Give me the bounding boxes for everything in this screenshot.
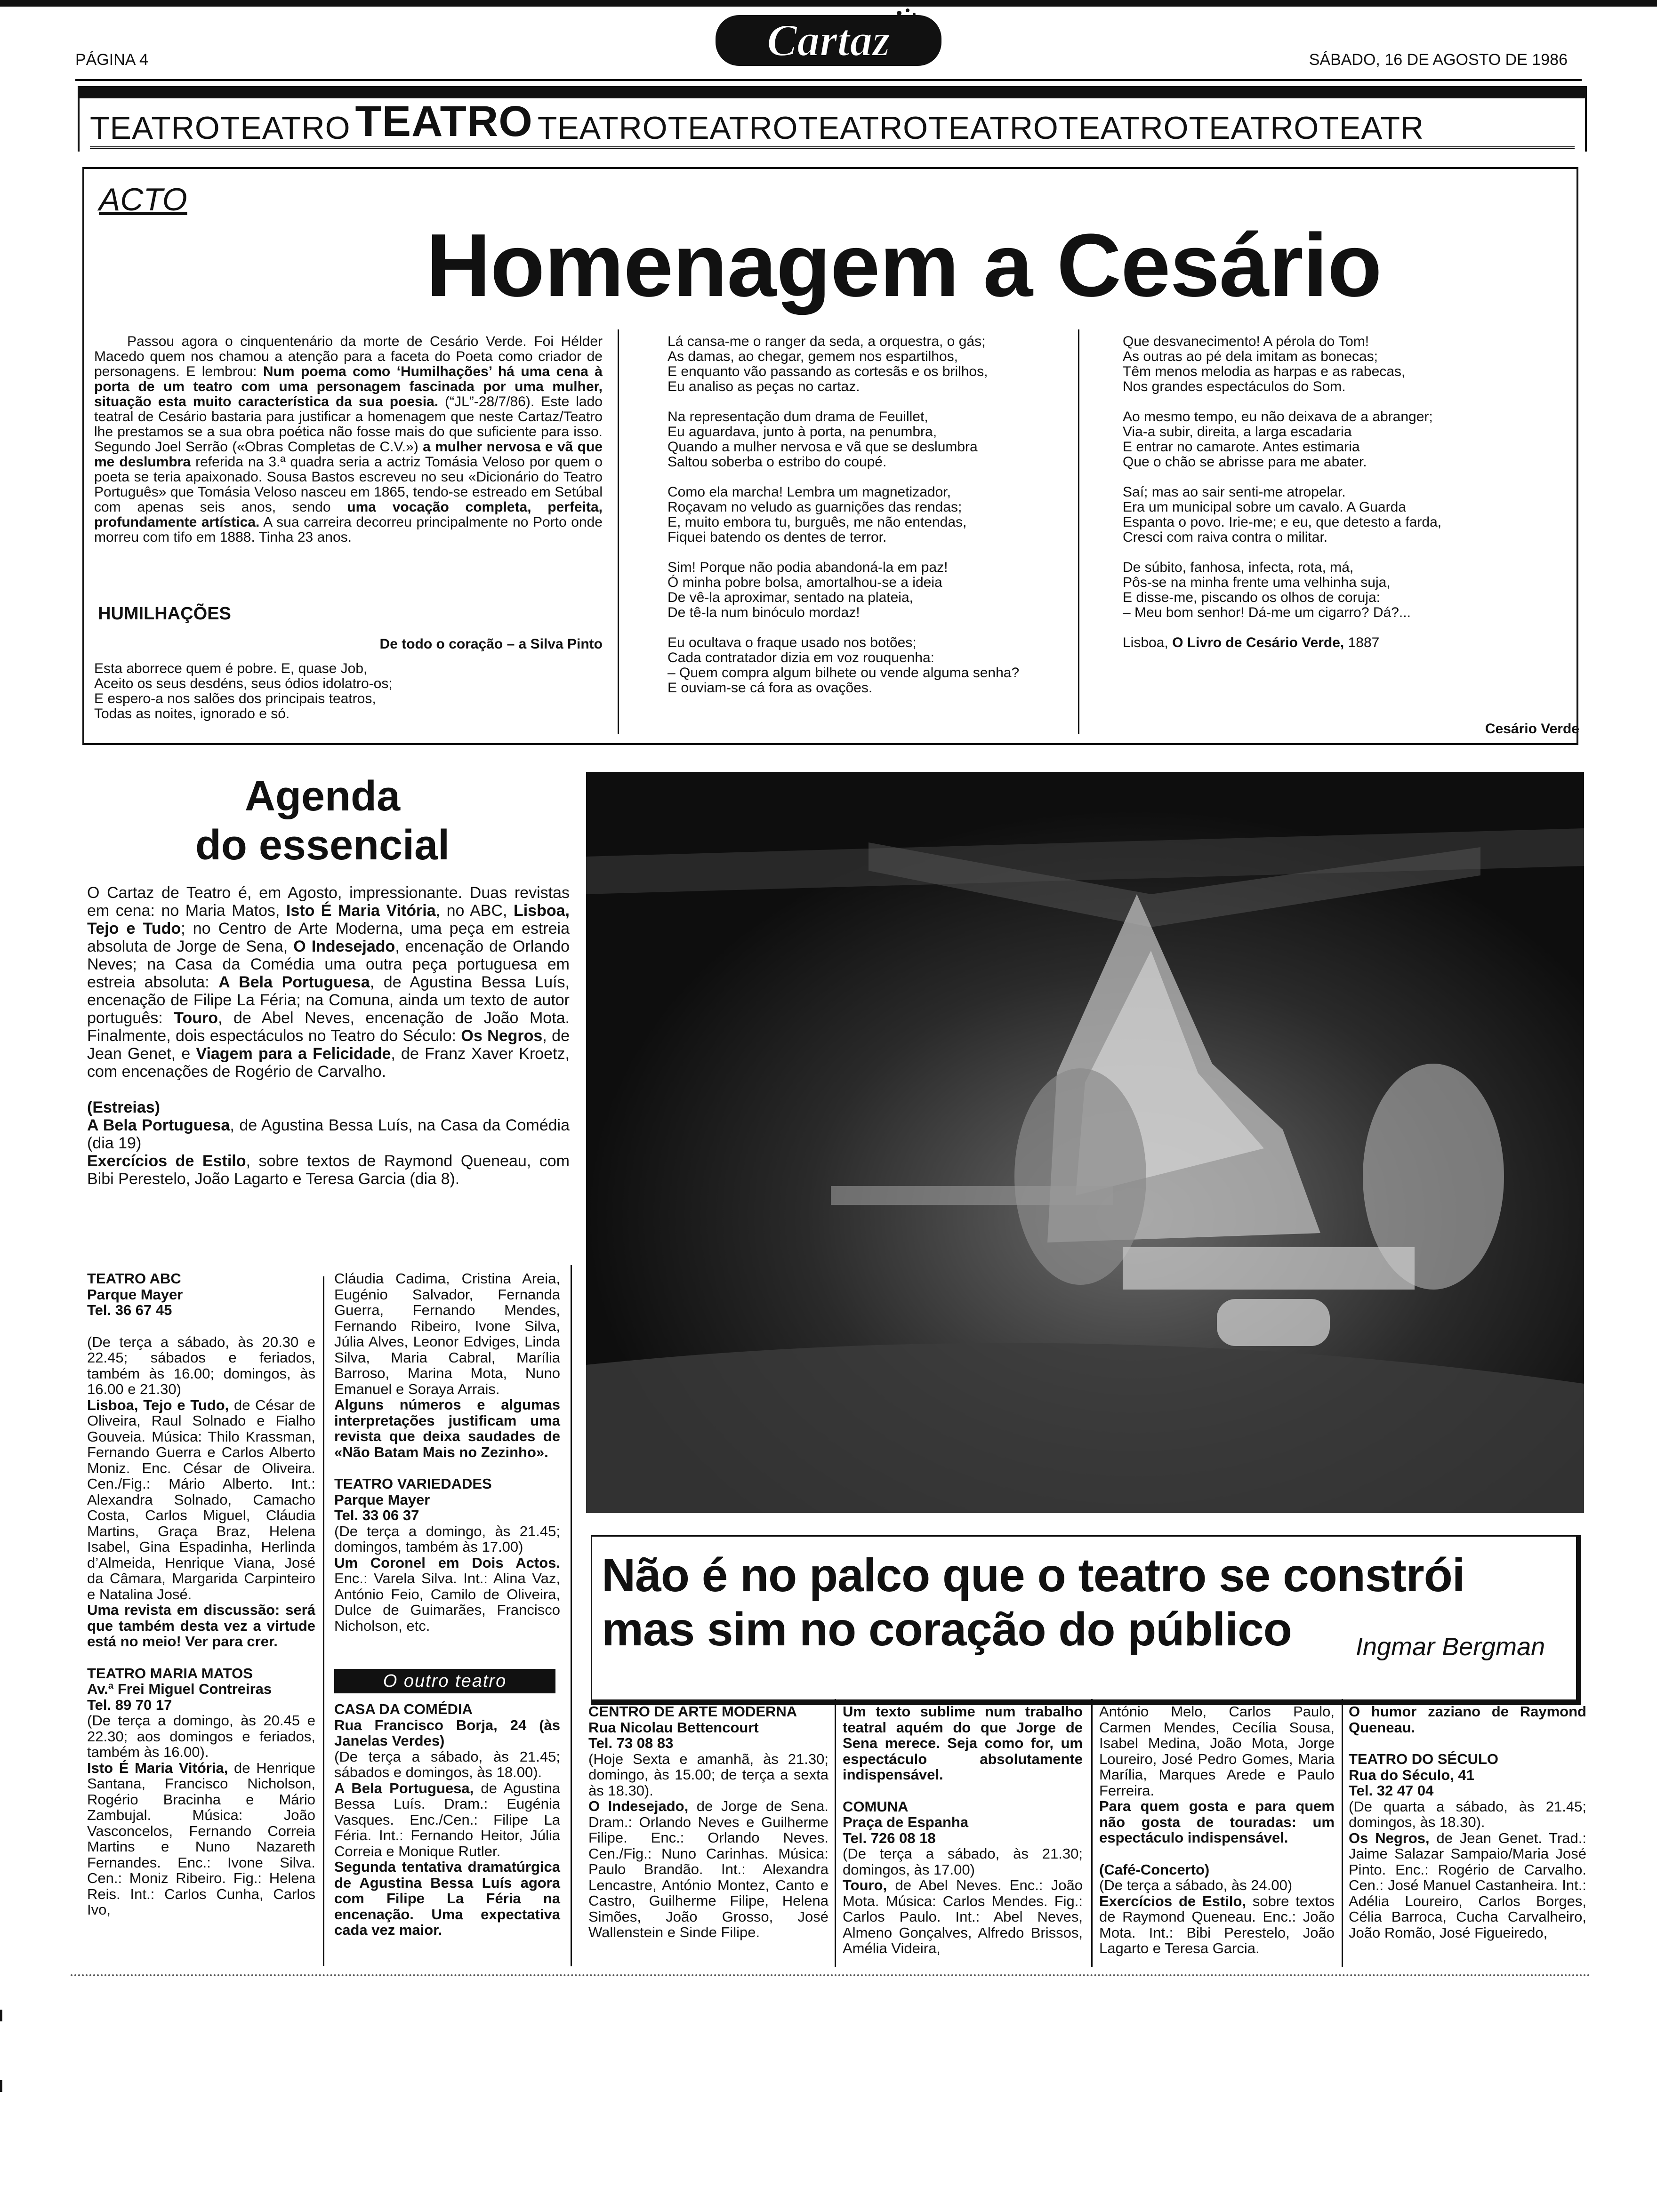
- poem-stanza: Ao mesmo tempo, eu não deixava de a abranger; Via-a subir, direita, a larga escadaria E entrar no camarote. Antes estimaria Que o chão se abrisse para me abater.: [1123, 409, 1433, 470]
- poem-signature: Cesário Verde: [1485, 721, 1579, 737]
- text-run: , encenação de Orlando Neves; na Casa da Comédia uma outra peça portuguesa em estreia absoluta:: [87, 938, 570, 991]
- agenda-body: [87, 884, 570, 1188]
- text-run: , de Agustina Bessa Luís, encenação de Filipe La Féria; na Comuna, ainda um texto de autor português:: [87, 973, 570, 1027]
- poem-column-3: [1123, 334, 1579, 737]
- listing-column-4: [843, 1704, 1083, 1956]
- bold-run: Os Negros: [461, 1027, 543, 1045]
- listing-column-3: [588, 1704, 828, 1940]
- listing-entry: TEATRO VARIEDADES Parque Mayer Tel. 33 06 37: [334, 1475, 492, 1523]
- listing-column-2b: [334, 1701, 560, 1938]
- listing-entry: Isto É Maria Vitória, de Henrique Santana, Francisco Nicholson, Rogério Bracinha e Mário Zambujal. Música: João Vasconcelos, Fernando Correia Martins e Nuno Nazareth Fernandes. Enc.: Ivone Silva. Cen.: Moniz Ribeiro. Fig.: Helena Reis. Int.: Carlos Cunha, Carlos Ivo,: [87, 1759, 315, 1918]
- listing-entry: Uma revista em discussão: será que também desta vez a virtude está no meio! Ver para crer.: [87, 1602, 315, 1650]
- listing-entry: CENTRO DE ARTE MODERNA Rua Nicolau Bettencourt Tel. 73 08 83: [588, 1703, 797, 1751]
- column-rule: [618, 329, 619, 734]
- text-run: , no ABC,: [435, 902, 514, 920]
- poem-stanza: Eu ocultava o fraque usado nos botões; Cada contratador dizia em voz rouquenha: – Quem compra algum bilhete ou vende alguma senha? E ouviam-se cá fora as ovações.: [668, 635, 1020, 696]
- listing-entry: (De quarta a sábado, às 21.45; domingos, às 18.30).: [1349, 1798, 1586, 1830]
- banner-right: TEATROTEATROTEATROTEATROTEATROTEATROTEATR: [537, 110, 1424, 146]
- listing-entry: TEATRO MARIA MATOS Av.ª Frei Miguel Contreiras Tel. 89 70 17: [87, 1665, 272, 1713]
- scan-mark: [0, 2010, 2, 2021]
- banner-title: TEATRO: [355, 104, 533, 145]
- listing-entry: Alguns números e algumas interpretações justificam uma revista que deixa saudades de «Não Batam Mais no Zezinho».: [334, 1396, 560, 1460]
- listing-entry: O humor zaziano de Raymond Queneau.: [1349, 1703, 1586, 1736]
- text-run: , de Abel Neves, encenação de João Mota. Finalmente, dois espectáculos no Teatro do Século:: [87, 1009, 570, 1045]
- column-rule: [571, 1265, 572, 1966]
- estreia-item: Exercícios de Estilo, sobre textos de Raymond Queneau, com Bibi Perestelo, João Lagarto e Teresa Garcia (dia 8).: [87, 1152, 570, 1188]
- listing-entry: (Café-Concerto): [1099, 1861, 1210, 1878]
- text-run: A sua carreira decorreu principalmente no Porto onde morreu com tifo em 1888. Tinha 23 anos.: [94, 514, 603, 545]
- listing-entry: António Melo, Carlos Paulo, Carmen Mendes, Cecília Sousa, Isabel Medina, João Mota, Jorge Loureiro, José Pedro Gomes, Maria Marília, Marques Arede e Paulo Ferreira.: [1099, 1703, 1335, 1799]
- listing-entry: Um texto sublime num trabalho teatral aquém do que Jorge de Sena merece. Seja como for, um espectáculo absolutamente indispensável.: [843, 1703, 1083, 1783]
- pull-quote-author: Ingmar Bergman: [1356, 1633, 1545, 1661]
- column-rule: [835, 1699, 836, 1967]
- text-run: O Cartaz de Teatro é, em Agosto, impressionante. Duas revistas em cena: no Maria Matos,: [87, 884, 570, 920]
- text-run: (“JL”-28/7/86). Este lado teatral de Cesário bastaria para justificar a homenagem que neste Cartaz/Teatro lhe prestamos se a sua obra poética não fosse mais do que suficiente para isso. Segundo Joel Serrão («Obras Completas de C.V.»): [94, 394, 603, 455]
- bold-run: A Bela Portuguesa: [218, 973, 370, 991]
- bold-run: Touro: [174, 1009, 218, 1027]
- issue-date: SÁBADO, 16 DE AGOSTO DE 1986: [1309, 51, 1568, 69]
- listing-entry: Para quem gosta e para quem não gosta de touradas: um espectáculo indispensável.: [1099, 1798, 1335, 1846]
- listing-entry: (De terça a domingo, às 21.45; domingos, também às 17.00): [334, 1523, 560, 1555]
- listing-entry: (Hoje Sexta e amanhã, às 21.30; domingo, às 15.00; de terça a sexta às 18.30).: [588, 1750, 828, 1799]
- listing-entry: O Indesejado, de Jorge de Sena. Dram.: Orlando Neves e Guilherme Filipe. Enc.: Orlando Neves. Cen./Fig.: Nuno Carinhas. Música: Paulo Brandão. Int.: Alexandra Lencastre, António Montez, Canto e Castro, Guilherme Filipe, Helena Simões, João Grosso, José Wallenstein e Sinde Filipe.: [588, 1798, 828, 1940]
- cartaz-logo: [711, 5, 946, 71]
- listing-entry: Os Negros, de Jean Genet. Trad.: Jaime Salazar Sampaio/Maria José Pinto. Enc.: Rogério de Carvalho. Cen.: José Manuel Castanheira. Int.: Adélia Loureiro, Carlos Borges, Célia Barroca, Cucha Carvalheiro, João Romão, José Figueiredo,: [1349, 1829, 1586, 1941]
- listing-entry: Lisboa, Tejo e Tudo, de César de Oliveira, Raul Solnado e Fialho Gouveia. Música: Thilo Krassman, Fernando Guerra e Carlos Alberto Moniz. Enc. César de Oliveira. Cen./Fig.: Mário Alberto. Int.: Alexandra Solnado, Camacho Costa, Carlos Miguel, Cláudia Martins, Graça Braz, Helena Isabel, Gina Espadinha, Herlinda d’Almeida, Henrique Viana, José da Câmara, Margarida Carpinteiro e Natalina José.: [87, 1396, 316, 1603]
- bold-run: Viagem para a Felicidade: [196, 1045, 391, 1063]
- bottom-rule: [71, 1974, 1591, 1979]
- listing-entry: Um Coronel em Dois Actos. Enc.: Varela Silva. Int.: Alina Vaz, António Feio, Camilo de Oliveira, Dulce de Guimarães, Francisco Nicholson, etc.: [334, 1554, 560, 1634]
- outro-teatro-label: O outro teatro: [334, 1669, 555, 1693]
- listing-entry: TEATRO ABC Parque Mayer Tel. 36 67 45: [87, 1270, 183, 1318]
- poem-stanza: Que desvanecimento! A pérola do Tom! As outras ao pé dela imitam as bonecas; Têm menos melodia as harpas e as rabecas, Nos grandes espectáculos do Som.: [1123, 334, 1406, 394]
- listing-column-5: [1099, 1704, 1335, 1956]
- estreias-title: (Estreias): [87, 1098, 160, 1116]
- agenda-title: Agenda do essencial: [195, 773, 450, 869]
- listing-entry: (De terça a sábado, às 21.45; sábados e domingos, às 18.00).: [334, 1748, 560, 1780]
- poem-stanza: De súbito, fanhosa, infecta, rota, má, Pôs-se na minha frente uma velhinha suja, E disse-me, piscando os olhos de coruja: – Meu bom senhor! Dá-me um cigarro? Dá?...: [1123, 560, 1411, 620]
- theatre-photo: [586, 772, 1584, 1513]
- poem-stanza: Lá cansa-me o ranger da seda, a orquestra, o gás; As damas, ao chegar, gemem nos espartilhos, E enquanto vão passando as cortesãs e os brilhos, Eu analiso as peças no cartaz.: [668, 334, 988, 394]
- column-rule: [1091, 1699, 1093, 1967]
- article-headline: Homenagem a Cesário: [426, 216, 1382, 315]
- svg-text:Cartaz: Cartaz: [767, 15, 890, 65]
- listing-entry: Touro, de Abel Neves. Enc.: João Mota. Música: Carlos Mendes. Fig.: Carlos Paulo. Int.: Abel Neves, Almeno Gonçalves, Alfredo Brissos, Amélia Videira,: [843, 1877, 1083, 1956]
- listing-entry: Segunda tentativa dramatúrgica de Agustina Bessa Luís agora com Filipe La Féria na encenação. Uma expectativa cada vez maior.: [334, 1859, 560, 1938]
- bold-run: a mulher nervosa e vã que me deslumbra: [94, 439, 603, 470]
- section-banner: [78, 86, 1587, 152]
- text-run: , de Franz Xaver Kroetz, com encenações de Rogério de Carvalho.: [87, 1045, 570, 1081]
- column-rule: [1342, 1699, 1343, 1967]
- section-kicker: ACTO: [99, 182, 187, 217]
- poem-stanza: Como ela marcha! Lembra um magnetizador, Roçavam no veludo as guarnições das rendas; E, muito embora tu, burguês, me não entendas, Fiquei batendo os dentes de terror.: [668, 484, 967, 545]
- banner-left: TEATROTEATRO: [90, 110, 351, 146]
- poem-source: Lisboa, O Livro de Cesário Verde, 1887: [1123, 635, 1380, 650]
- listing-entry: A Bela Portuguesa, de Agustina Bessa Luís. Dram.: Eugénia Vasques. Enc./Cen.: Filipe La Féria. Int.: Fernando Heitor, Júlia Correia e Monique Rutler.: [334, 1779, 561, 1859]
- text-run: referida na 3.ª quadra seria a actriz Tomásia Veloso por quem o poeta se teria apaixonado. Sousa Bastos escreveu no seu «Dicionário do Teatro Português» que Tomásia Veloso nasceu em 1865, tendo-se estreado em Setúbal com apenas seis anos, sendo: [94, 454, 603, 515]
- scan-mark: [0, 2080, 2, 2092]
- article-intro: [94, 334, 603, 545]
- listing-column-6: [1349, 1704, 1586, 1940]
- agenda-paragraph: [87, 884, 570, 1081]
- bold-run: Isto É Maria Vitória: [286, 902, 436, 920]
- listing-entry: TEATRO DO SÉCULO Rua do Século, 41 Tel. 32 47 04: [1349, 1751, 1499, 1799]
- listing-entry: (De terça a sábado, às 20.30 e 22.45; sábados e feriados, também às 16.00; domingos, às 16.00 e 21.30): [87, 1333, 315, 1397]
- column-rule: [323, 1276, 324, 1966]
- pull-quote-line: mas sim no coração do público: [602, 1603, 1292, 1656]
- poem-stanza: Esta aborrece quem é pobre. E, quase Job, Aceito os seus desdéns, seus ódios idolatro-os; E espero-a nos salões dos principais teatros, Todas as noites, ignorado e só.: [94, 661, 393, 721]
- text-run: Passou agora o cinquentenário da morte de Cesário Verde. Foi Hélder Macedo quem nos chamou a atenção para a faceta do Poeta como criador de personagens. E lembrou:: [94, 334, 603, 379]
- listing-entry: Exercícios de Estilo, sobre textos de Raymond Queneau. Enc.: João Mota. Int.: Bibi Perestelo, João Lagarto e Teresa Garcia.: [1099, 1892, 1335, 1956]
- page-number: PÁGINA 4: [75, 51, 148, 69]
- listing-column-2: [334, 1271, 560, 1634]
- poem-stanza: Sim! Porque não podia abandoná-la em paz! Ó minha pobre bolsa, amortalhou-se a ideia De vê-la aproximar, sentado na plateia, De tê-la num binóculo mordaz!: [668, 560, 948, 620]
- estreia-item: A Bela Portuguesa, de Agustina Bessa Luís, na Casa da Comédia (dia 19): [87, 1116, 570, 1152]
- bold-run: Lisboa, Tejo e Tudo: [87, 902, 570, 938]
- listing-column-1: [87, 1271, 315, 1918]
- poem-column-1: [94, 661, 603, 737]
- poem-stanza: Na representação dum drama de Feuillet, Eu aguardava, junto à porta, na penumbra, Quando a mulher nervosa e vã que se deslumbra Saltou soberba o estribo do coupé.: [668, 409, 978, 470]
- bold-run: O Indesejado: [293, 938, 395, 955]
- bold-run: uma vocação completa, perfeita, profundamente artística.: [94, 499, 603, 530]
- listing-entry: (De terça a sábado, às 21.30; domingos, às 17.00): [843, 1845, 1083, 1878]
- poem-dedication: De todo o coração – a Silva Pinto: [379, 636, 603, 652]
- text-run: ; no Centro de Arte Moderna, uma peça em estreia absoluta de Jorge de Sena,: [87, 920, 570, 955]
- poem-title: HUMILHAÇÕES: [98, 604, 231, 624]
- poem-stanza: Saí; mas ao sair senti-me atropelar. Era um municipal sobre um cavalo. A Guarda Espanta o povo. Irie-me; e eu, que detesto a farda, Cresci com raiva contra o militar.: [1123, 484, 1442, 545]
- poem-column-2: [668, 334, 1082, 711]
- listing-entry: (De terça a domingo, às 20.45 e 22.30; aos domingos e feriados, também às 16.00).: [87, 1712, 315, 1760]
- listing-entry: CASA DA COMÉDIA Rua Francisco Borja, 24 (às Janelas Verdes): [334, 1701, 560, 1749]
- listing-entry: Cláudia Cadima, Cristina Areia, Eugénio Salvador, Fernanda Guerra, Fernando Mendes, Fernando Ribeiro, Ivone Silva, Júlia Alves, Leonor Edviges, Linda Silva, Maria Cabral, Marília Barroso, Marina Mota, Nuno Emanuel e Soraya Arrais.: [334, 1270, 560, 1397]
- listing-entry: COMUNA Praça de Espanha Tel. 726 08 18: [843, 1798, 969, 1846]
- header-rule: [75, 79, 1582, 81]
- pull-quote-line: Não é no palco que o teatro se constrói: [602, 1549, 1465, 1602]
- bold-run: Num poema como ‘Humilhações’ há uma cena à porta de um teatro com uma personagem fascinada por uma mulher, situação esta muito característica da sua poesia.: [94, 364, 603, 409]
- article-intro-column: [94, 334, 603, 545]
- text-run: , de Jean Genet, e: [87, 1027, 570, 1063]
- listing-entry: (De terça a sábado, às 24.00): [1099, 1877, 1293, 1893]
- column-rule: [1078, 329, 1079, 734]
